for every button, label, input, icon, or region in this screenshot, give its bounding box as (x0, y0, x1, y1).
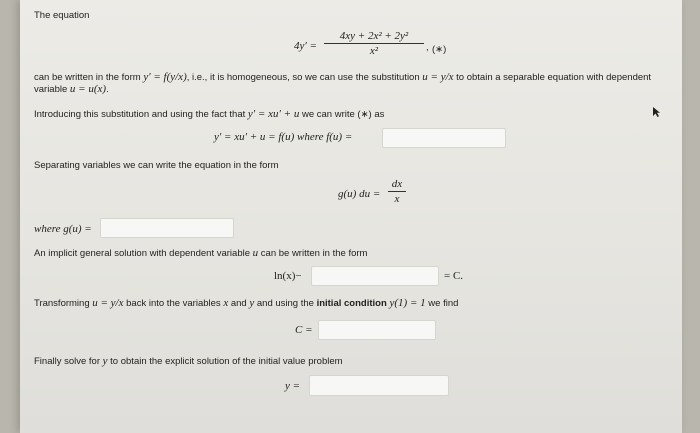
math-x: x (223, 297, 229, 309)
text: back into the variables (123, 298, 224, 309)
where-g-label (34, 223, 92, 236)
fu-input[interactable] (382, 128, 506, 148)
text: we find (425, 298, 459, 309)
text: , i.e., it is homogeneous, so we can use the substitution (186, 72, 423, 83)
separated-numerator: dx (388, 178, 406, 192)
separated-denominator: x (394, 193, 400, 205)
heading: The equation (34, 10, 90, 21)
text: variable (34, 84, 70, 95)
implicit-rhs: = C. (444, 270, 464, 282)
equation-tag: (∗) (432, 44, 447, 55)
text: to obtain a separable equation with dependent (453, 72, 652, 83)
math-y: y (102, 355, 108, 367)
math-substitution: u = y/x (92, 297, 124, 309)
math-substitution: u = y/x (422, 71, 454, 83)
paragraph-implicit (34, 247, 367, 260)
y-input[interactable] (309, 375, 449, 396)
math-form: y′ = f(y/x) (143, 71, 187, 83)
paragraph-homogeneous (34, 71, 651, 84)
initial-condition-label: initial condition (316, 298, 387, 309)
math-dependent-variable: u = u(x) (69, 83, 107, 95)
text: Introducing this substitution and using the fact that (34, 109, 248, 120)
paragraph-explicit (34, 355, 343, 368)
problem-sheet (20, 0, 682, 433)
math-fact: y′ = xu′ + u (247, 108, 300, 120)
text: can be written in the form (258, 248, 368, 259)
text: we can write (∗) as (299, 109, 385, 120)
text: and using the (254, 298, 317, 309)
mouse-cursor-icon (652, 106, 661, 118)
c-input[interactable] (318, 320, 436, 340)
where-g-text: where g(u) = (34, 223, 92, 235)
text: . (106, 84, 109, 95)
math-y: y (249, 297, 255, 309)
text: can be written in the form (34, 72, 144, 83)
equation-fraction (324, 30, 424, 57)
separated-lhs: g(u) du = (338, 188, 381, 200)
separated-fraction (388, 178, 406, 205)
text: Transforming (34, 298, 93, 309)
fu-label: y′ = xu′ + u = f(u) where f(u) = (214, 131, 353, 143)
paragraph-homogeneous-line2 (34, 83, 109, 96)
y-label: y = (285, 380, 301, 392)
paragraph-substitution (34, 108, 384, 121)
math-initial-condition: y(1) = 1 (386, 297, 426, 309)
equation-numerator: 4xy + 2x² + 2y² (324, 30, 424, 44)
text: Finally solve for (34, 356, 103, 367)
paragraph-transforming (34, 297, 458, 310)
equation-lhs: 4y′ = (294, 40, 317, 52)
c-label: C = (295, 324, 313, 336)
implicit-lhs: ln(x)− (274, 270, 302, 282)
equation-denominator: x² (369, 45, 379, 57)
implicit-input[interactable] (311, 266, 439, 286)
text: to obtain the explicit solution of the initial value problem (107, 356, 343, 367)
text: An implicit general solution with dependent variable (34, 248, 253, 259)
equation-comma: , (426, 42, 429, 53)
paragraph-separating: Separating variables we can write the equation in the form (34, 160, 279, 171)
text: and (228, 298, 250, 309)
math-u: u (252, 247, 259, 259)
g-input[interactable] (100, 218, 234, 238)
